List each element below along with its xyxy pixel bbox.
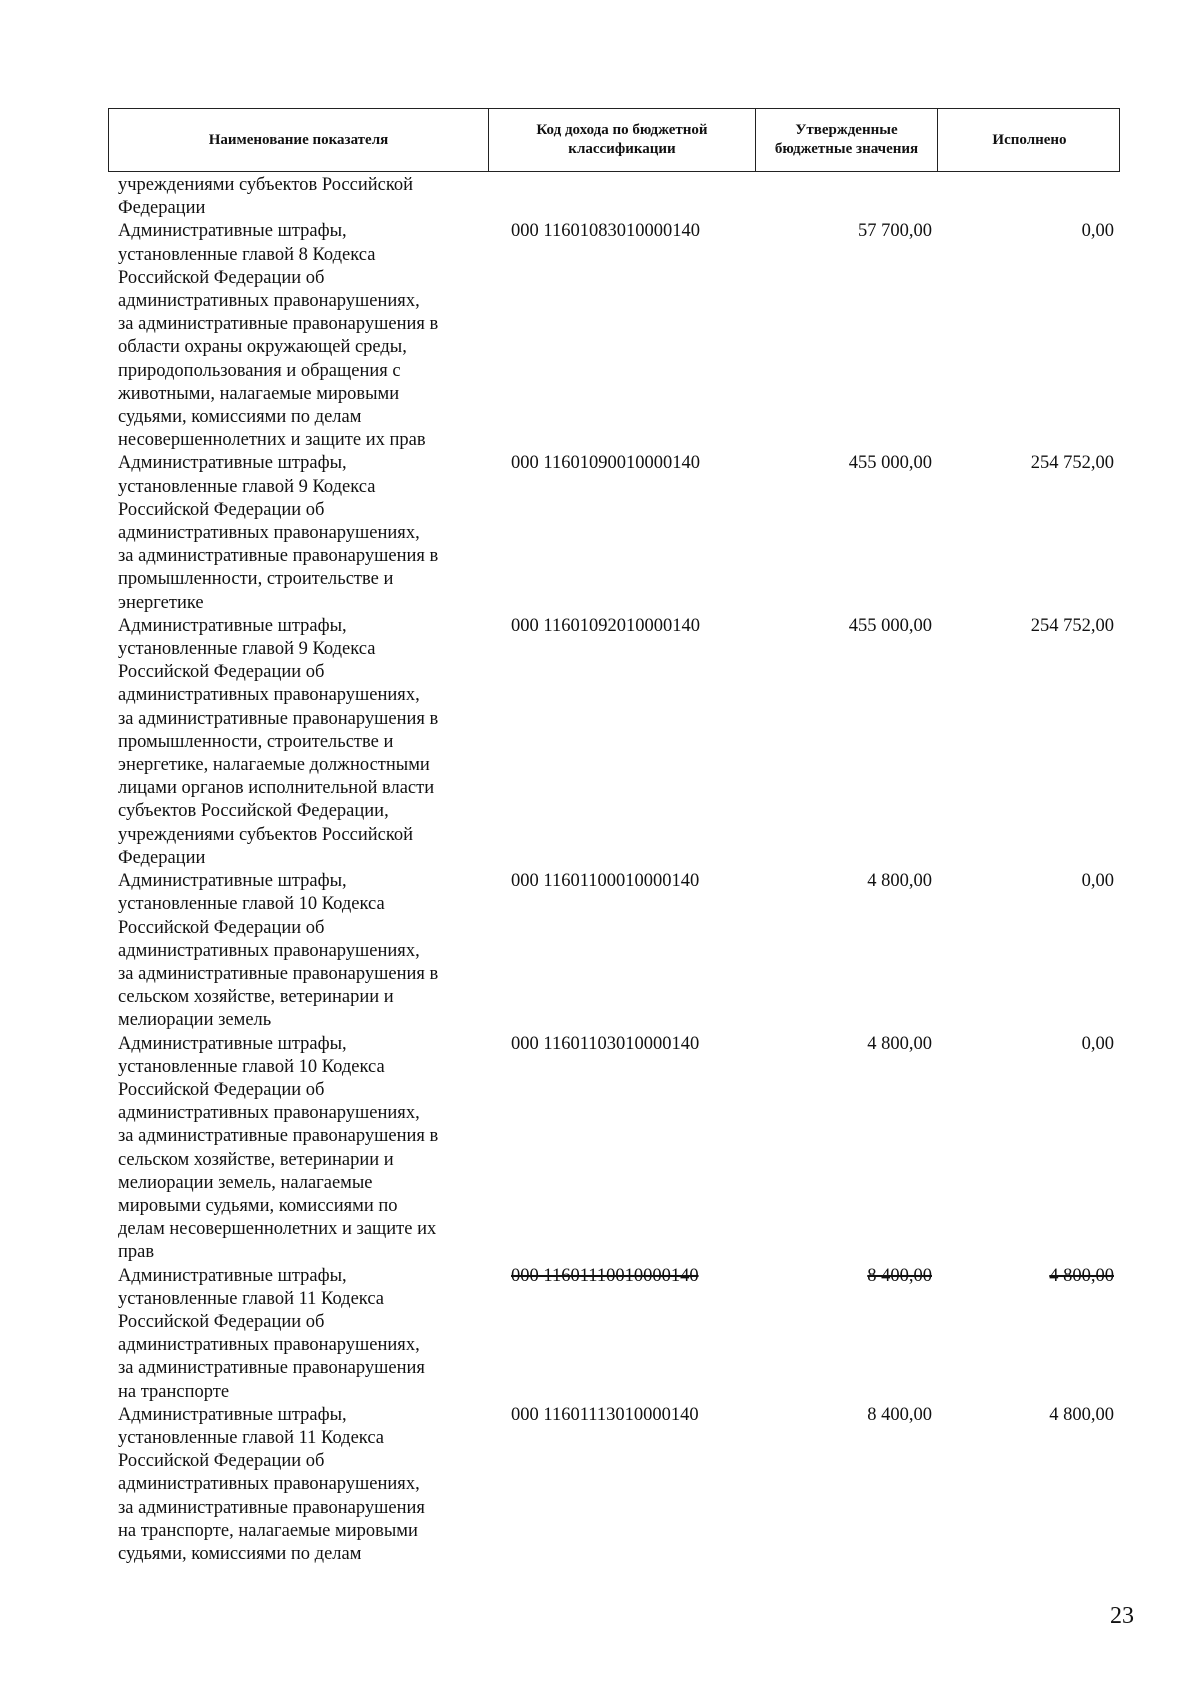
row-code: 000 11601113010000140 bbox=[511, 1404, 699, 1425]
page-number: 23 bbox=[1110, 1603, 1134, 1629]
row-code: 000 11601110010000140 bbox=[511, 1265, 699, 1286]
row-done: 0,00 bbox=[1081, 221, 1114, 242]
table-row bbox=[118, 1033, 1120, 1265]
table-row bbox=[118, 452, 1120, 614]
row-approved: 4 800,00 bbox=[867, 871, 932, 892]
row-done: 4 800,00 bbox=[1049, 1265, 1114, 1286]
table-row bbox=[118, 1404, 1120, 1566]
row-name: Административные штрафы, установленные главой 8 Кодекса Российской Федерации об административных правонарушениях, за административные правонарушения в области охраны окружающей среды, природопользования и обращения с животными, налагаемые мировыми судьями, комиссиями по делам несовершеннолетних и защите их прав bbox=[118, 221, 439, 451]
table-header bbox=[108, 108, 1120, 172]
row-name: Административные штрафы, установленные главой 10 Кодекса Российской Федерации об административных правонарушениях, за административные правонарушения в сельском хозяйстве, ветеринарии и мелиорации земель, налагаемые мировыми судьями, комиссиями по делам несовершеннолетних и защите их прав bbox=[118, 1033, 439, 1263]
row-approved: 8 400,00 bbox=[867, 1265, 932, 1286]
table-body bbox=[118, 174, 1120, 1566]
header-done: Исполнено bbox=[937, 109, 1121, 171]
row-code: 000 11601083010000140 bbox=[511, 221, 700, 242]
row-code: 000 11601103010000140 bbox=[511, 1033, 700, 1054]
row-name: Административные штрафы, установленные главой 11 Кодекса Российской Федерации об административных правонарушениях, за административные правонарушения на транспорте bbox=[118, 1265, 425, 1402]
table-row bbox=[118, 1265, 1120, 1404]
row-code: 000 11601090010000140 bbox=[511, 453, 700, 474]
row-approved: 8 400,00 bbox=[867, 1404, 932, 1425]
table-row bbox=[118, 615, 1120, 870]
row-name: Административные штрафы, установленные главой 10 Кодекса Российской Федерации об административных правонарушениях, за административные правонарушения в сельском хозяйстве, ветеринарии и мелиорации земель bbox=[118, 871, 439, 1031]
row-done: 0,00 bbox=[1081, 871, 1114, 892]
table-row bbox=[118, 220, 1120, 452]
row-approved: 4 800,00 bbox=[867, 1033, 932, 1054]
header-approved: Утвержденные бюджетные значения bbox=[755, 109, 937, 171]
row-code: 000 11601092010000140 bbox=[511, 615, 700, 636]
row-approved: 455 000,00 bbox=[848, 453, 932, 474]
row-name: Административные штрафы, установленные главой 9 Кодекса Российской Федерации об административных правонарушениях, за административные правонарушения в промышленности, строительстве и энергетике, налагаемые должностными лицами органов исполнительной власти субъектов Российской Федерации, учреждениями субъектов Российской Федерации bbox=[118, 615, 439, 868]
row-done: 0,00 bbox=[1081, 1033, 1114, 1054]
row-name: учреждениями субъектов Российской Федерации bbox=[118, 175, 414, 219]
table-row bbox=[118, 174, 1120, 220]
row-approved: 57 700,00 bbox=[858, 221, 932, 242]
row-done: 254 752,00 bbox=[1030, 615, 1114, 636]
table-row bbox=[118, 870, 1120, 1032]
header-name: Наименование показателя bbox=[208, 131, 389, 148]
row-name: Административные штрафы, установленные главой 9 Кодекса Российской Федерации об административных правонарушениях, за административные правонарушения в промышленности, строительстве и энергетике bbox=[118, 453, 439, 613]
row-code: 000 11601100010000140 bbox=[511, 871, 700, 892]
row-approved: 455 000,00 bbox=[848, 615, 932, 636]
header-code: Код дохода по бюджетной классификации bbox=[488, 109, 755, 171]
row-done: 254 752,00 bbox=[1030, 453, 1114, 474]
row-name: Административные штрафы, установленные главой 11 Кодекса Российской Федерации об административных правонарушениях, за административные правонарушения на транспорте, налагаемые мировыми судьями, комиссиями по делам bbox=[118, 1404, 425, 1564]
row-done: 4 800,00 bbox=[1049, 1404, 1114, 1425]
